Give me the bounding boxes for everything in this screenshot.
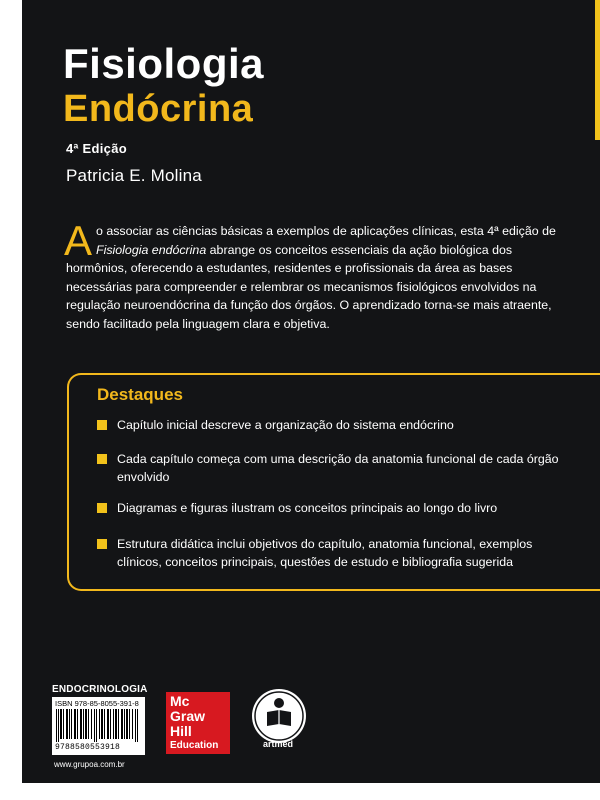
artmed-logo-text: artmed	[263, 739, 294, 749]
square-bullet-icon	[97, 503, 107, 513]
highlight-text: Capítulo inicial descreve a organização do sistema endócrino	[117, 418, 454, 432]
intro-text-part-1: o associar as ciências básicas a exemplos de aplicações clínicas, esta 4ª edição de	[96, 224, 556, 238]
logo-line-1: Mc	[170, 693, 190, 709]
subject-category: ENDOCRINOLOGIA	[52, 684, 148, 695]
highlights-title: Destaques	[97, 385, 183, 404]
drop-cap: A	[64, 217, 93, 264]
intro-text-part-2: abrange os conceitos essenciais da ação biológica dos hormônios, oferecendo a estudantes, residentes e profissionais da área as bases necessárias para compreender e relembrar os mecanismos fisiológicos envolvidos na regulação neuroendócrina da função dos órgãos. O aprendizado torna-se mais atraente, sendo facilitado pela linguagem clara e objetiva.	[66, 242, 552, 331]
highlights-box	[67, 373, 600, 591]
square-bullet-icon	[97, 420, 107, 430]
highlight-text: Estrutura didática inclui objetivos do capítulo, anatomia funcional, exemplos clínicos, conceitos principais, questões de estudo e bibliografia sugerida	[117, 537, 533, 569]
intro-paragraph	[64, 217, 566, 334]
title-line-1: Fisiologia	[63, 40, 265, 87]
highlight-text: Cada capítulo começa com uma descrição da anatomia funcional de cada órgão envolvido	[117, 452, 559, 484]
barcode-icon	[56, 709, 141, 742]
square-bullet-icon	[97, 454, 107, 464]
edition-label: 4ª Edição	[66, 141, 127, 156]
highlight-text: Diagramas e figuras ilustram os conceitos principais ao longo do livro	[117, 501, 498, 515]
mcgraw-hill-logo	[166, 692, 230, 754]
barcode-number: 9788580553918	[55, 743, 121, 752]
isbn-label: ISBN 978-85-8055-391-8	[55, 699, 139, 708]
barcode-block	[52, 697, 145, 755]
intro-book-title: Fisiologia endócrina	[96, 242, 207, 257]
logo-line-4: Education	[170, 740, 219, 751]
publisher-website: www.grupoa.com.br	[54, 760, 125, 769]
author-name: Patricia E. Molina	[66, 166, 202, 185]
spine-accent-strip	[595, 0, 600, 140]
logo-line-3: Hill	[170, 723, 192, 739]
title-line-2: Endócrina	[63, 88, 254, 130]
square-bullet-icon	[97, 539, 107, 549]
logo-line-2: Graw	[170, 708, 206, 724]
